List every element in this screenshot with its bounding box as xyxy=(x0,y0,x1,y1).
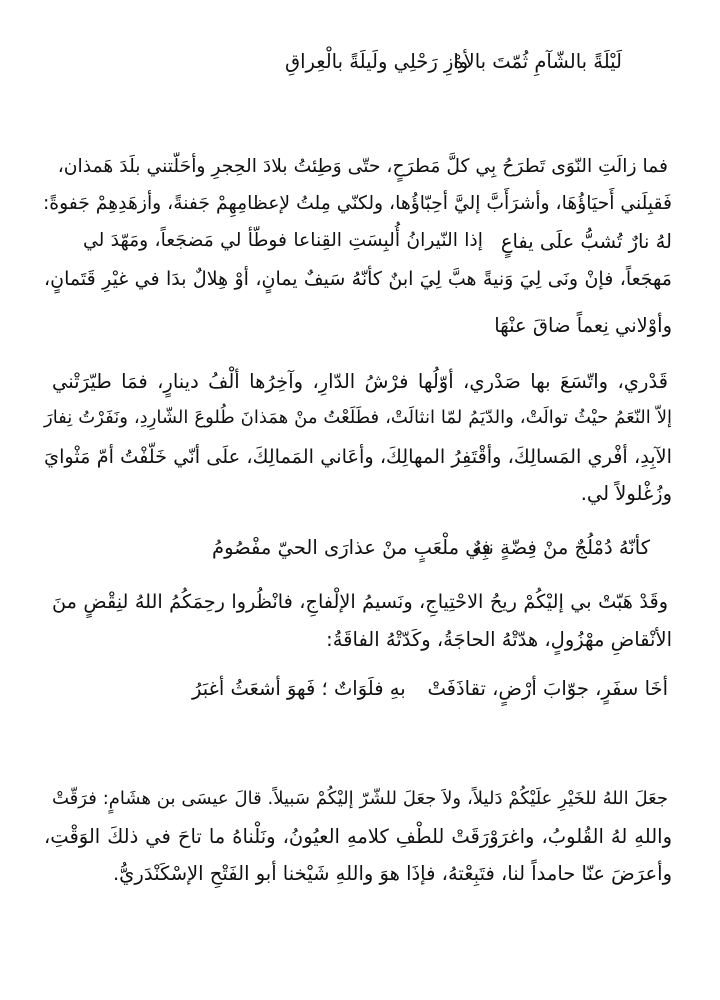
paragraph-2-line-3: الآبِدِ، أفْري المَسالِكَ، وأقْتَفِرُ المهالِكَ، وأعَاني المَمالِكَ، علَى أنّي خَلّفْتُ أمّ مَثْوايَ xyxy=(44,445,672,468)
paragraph-1-line-3a: لهُ نارٌ تُشبُّ علَى يفاعٍ xyxy=(500,230,672,253)
paragraph-1-line-4: مَهجَعاً، فإنْ ونَى لِيَ وَنيةً هبَّ لِيَ ابنٌ كأنّهُ سَيفٌ يمانٍ، أوْ هِلالٌ بدَا في غيْرِ قَتَمانٍ، xyxy=(44,268,672,290)
paragraph-1-line-5: وأوْلاني نِعماً ضاقَ عنْهَا xyxy=(494,314,672,337)
paragraph-3-line-1: وقَدْ هَبّتْ بي إليْكُمْ ريحُ الاحْتِياجِ، ونَسيمُ الإلْفاجِ، فانْظُروا رحِمَكُمُ اللهُ لنِقْضٍ منَ xyxy=(52,590,668,613)
paragraph-3-line-2: الأنْقاضِ مهْزُولٍ، هدّتْهُ الحاجَةُ، وكَدّتْهُ الفاقَةُ: xyxy=(326,628,672,651)
verse-1-hemistich-left: وازِ رَحْلِي ولَيلَةً بالْعِراقِ xyxy=(285,50,469,73)
paragraph-4-line-1: جعَلَ اللهُ للخَيْرِ علَيْكُمْ دَليلاً، ولاَ جعَلَ للشّرّ إليْكُمْ سَبيلاً. قالَ عيسَى بن هشَامٍ: فرَقّتْ xyxy=(52,788,668,809)
paragraph-1-line-1: فما زالَتِ النّوَى تَطرَحُ بِي كلَّ مَطرَحٍ، حتّى وَطِئتُ بلادَ الحِجرِ وأحَلّتني بلَدَ هَمذان، xyxy=(57,156,668,177)
paragraph-1-line-3b: إذا النّيرانُ أُلبِسَتِ القِناعا فوطّأ لي مَضجَعاً، ومَهّدَ لي xyxy=(83,230,483,251)
verse-2-hemistich-right: كأنّهُ دُمْلُجٌ منْ فِضّةٍ نبِهٌ xyxy=(472,536,650,559)
verse-1-hemistich-right: لَيْلَةً بالشّآمِ ثُمّتَ بالأهْ xyxy=(453,50,622,73)
paragraph-2-line-4: وزُغْلولاً لي. xyxy=(580,482,672,505)
verse-2-hemistich-left: في ملْعَبٍ منْ عذارَى الحيّ مفْصُومُ xyxy=(212,536,491,559)
paragraph-4-line-3: وأعرَضَ عنّا حامداً لنا، فتَبِعْتهُ، فإذَا هوَ واللهِ شَيْخنا أبو الفَتْحِ الإسْكَنْدَريُّ. xyxy=(112,862,672,885)
paragraph-2-line-1: قَدْري، واتّسَعَ بها صَدْري، أوّلُها فرْشُ الدّارِ، وآخِرُها ألْفُ دينارٍ، فمَا طيّرَتْني xyxy=(52,370,668,393)
verse-3-hemistich-left: بهِ فلَوَاتٌ ؛ فَهوَ أشعَثُ أغبَرُ xyxy=(192,677,406,700)
paragraph-2-line-2: إلاّ النّعَمُ حيْثُ توالَتْ، والدّيَمُ لمّا انثالَتْ، فطَلَعْتُ منْ همَذانَ طُلوعَ الشّارِدِ، ونَفَرْتُ نِفارَ xyxy=(44,407,672,428)
paragraph-4-line-2: واللهِ لهُ القُلوبُ، واغرَوْرَقَتْ للطْفِ كلامهِ العيُونُ، ونَلْناهُ ما تاحَ في ذلكَ الوَقْتِ، xyxy=(44,825,672,848)
paragraph-1-line-2: فَقبِلَني أَحيَاؤُهَا، وأشرَأَبَّ إليَّ أحِبّاؤُها، ولكنّي مِلتُ لإعظامِهِمْ جَفنةً، وأزهَدِهِمْ جَفوةً: xyxy=(42,193,672,214)
verse-3-hemistich-right: أخَا سفَرٍ، جوّابَ أرْضٍ، تقاذَفَتْ xyxy=(427,677,668,700)
